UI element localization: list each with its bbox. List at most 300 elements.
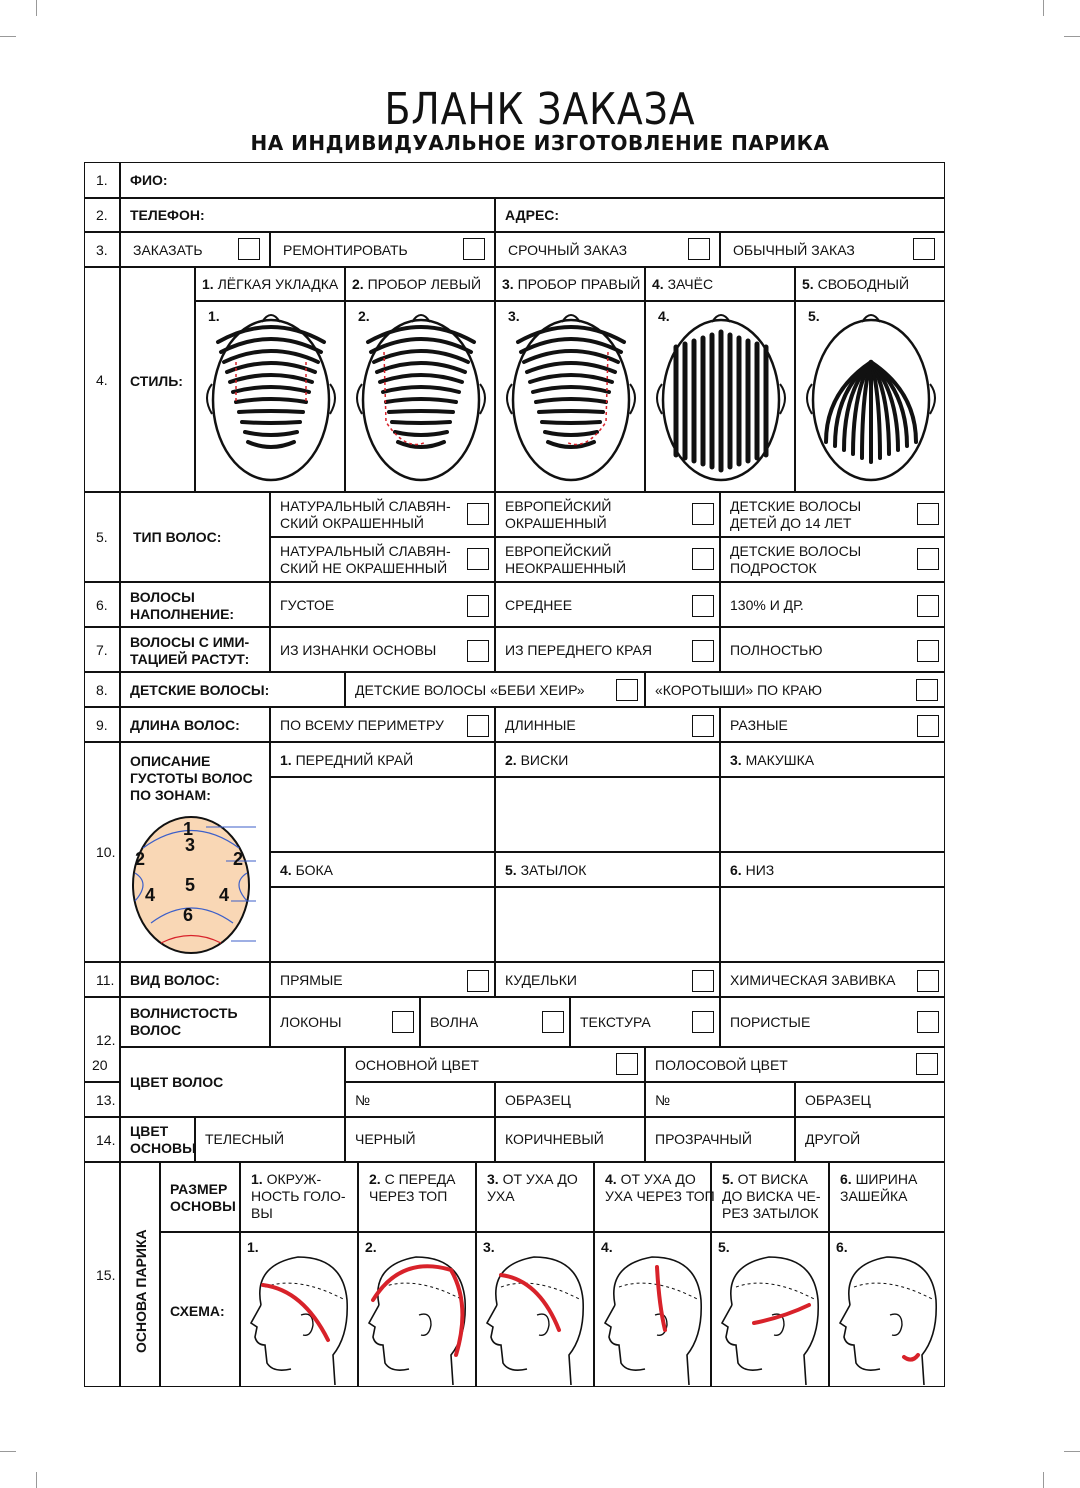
scheme-label-cell bbox=[160, 1232, 240, 1387]
hair-kind-label: ВИД ВОЛОС: bbox=[130, 971, 220, 988]
hair-kind-label-cell bbox=[120, 962, 270, 997]
measure-header-cell bbox=[358, 1162, 476, 1232]
length-checkbox[interactable] bbox=[467, 715, 489, 737]
row-number: 15. bbox=[96, 1266, 116, 1283]
scheme-image-cell bbox=[594, 1232, 711, 1387]
imitation-label-line: ТАЦИЕЙ РАСТУТ: bbox=[130, 650, 250, 667]
head-top-icon bbox=[346, 302, 496, 493]
hair-type-checkbox[interactable] bbox=[692, 548, 714, 570]
measure-header-cell bbox=[240, 1162, 358, 1232]
length-checkbox[interactable] bbox=[917, 715, 939, 737]
length-option bbox=[720, 707, 945, 742]
row-number: 14. bbox=[96, 1131, 116, 1148]
base-color-label-line: ОСНОВЫ bbox=[130, 1140, 196, 1156]
head-profile-icon bbox=[361, 1245, 473, 1385]
crop-mark bbox=[1064, 1451, 1080, 1452]
style-image-number: 1. bbox=[208, 308, 220, 324]
scheme-number: 4. bbox=[601, 1239, 613, 1255]
hair-type-option-label-line: ПОДРОСТОК bbox=[730, 560, 817, 576]
crop-mark bbox=[1043, 0, 1044, 16]
fullness-label-cell bbox=[120, 582, 270, 627]
fullness-option bbox=[720, 582, 945, 627]
imitation-checkbox[interactable] bbox=[917, 640, 939, 662]
baby-hair-option-label: ДЕТСКИЕ ВОЛОСЫ «БЕБИ ХЕИР» bbox=[355, 682, 585, 698]
zone-header-cell bbox=[270, 742, 495, 777]
item-number: 4. bbox=[280, 862, 292, 878]
measure-number: 1. bbox=[251, 1171, 267, 1187]
fio-field[interactable] bbox=[120, 162, 945, 198]
imitation-label-line: ВОЛОСЫ С ИМИ- bbox=[130, 633, 250, 650]
numbered-label bbox=[730, 862, 774, 879]
size-label-cell bbox=[160, 1162, 240, 1232]
hair-kind-option-label: ПРЯМЫЕ bbox=[280, 971, 343, 988]
length-checkbox[interactable] bbox=[692, 715, 714, 737]
density-label-line: ПО ЗОНАМ: bbox=[130, 787, 211, 803]
measure-number: 3. bbox=[487, 1171, 503, 1187]
row-number-cell bbox=[84, 962, 120, 997]
zone-header-cell bbox=[495, 852, 720, 887]
imitation-option-label: ИЗ ИЗНАНКИ ОСНОВЫ bbox=[280, 641, 437, 658]
hair-color-sample-label: ОБРАЗЕЦ bbox=[805, 1092, 871, 1108]
hair-type-checkbox[interactable] bbox=[692, 503, 714, 525]
measure-label-line: ДО ВИСКА ЧЕ- bbox=[722, 1188, 821, 1204]
hair-color-option bbox=[645, 1047, 945, 1082]
order-type-checkbox[interactable] bbox=[913, 238, 935, 260]
item-name: ПЕРЕДНИЙ КРАЙ bbox=[291, 752, 414, 768]
style-image-number: 3. bbox=[508, 308, 520, 324]
item-name: ВИСКИ bbox=[516, 752, 569, 768]
hair-type-option bbox=[720, 537, 945, 582]
wave-label-cell bbox=[120, 997, 270, 1047]
density-label-line: ОПИСАНИЕ bbox=[130, 753, 211, 769]
imitation-option bbox=[495, 627, 720, 672]
measure-label-line: ЗАШЕЙКА bbox=[840, 1188, 908, 1204]
fullness-checkbox[interactable] bbox=[917, 595, 939, 617]
zone-description-field[interactable] bbox=[495, 777, 720, 852]
measure-number: 2. bbox=[369, 1171, 385, 1187]
hair-type-option-label-line: НАТУРАЛЬНЫЙ СЛАВЯН- bbox=[280, 543, 451, 559]
hair-type-option-label-line: ДЕТЕЙ ДО 14 ЛЕТ bbox=[730, 515, 852, 531]
numbered-label bbox=[505, 752, 568, 769]
zone-number: 4 bbox=[145, 885, 156, 905]
row-number: 4. bbox=[96, 371, 108, 388]
length-option bbox=[495, 707, 720, 742]
measure-label-line: ВЫ bbox=[251, 1205, 273, 1221]
phone-field[interactable] bbox=[120, 198, 495, 232]
hair-kind-checkbox[interactable] bbox=[692, 970, 714, 992]
row-number-cell bbox=[84, 742, 120, 962]
item-name: БОКА bbox=[291, 862, 333, 878]
hair-type-option-label-line: ДЕТСКИЕ ВОЛОСЫ bbox=[730, 543, 862, 559]
wig-base-vertical-cell bbox=[120, 1162, 160, 1387]
hair-type-label-cell bbox=[120, 492, 270, 582]
hair-type-option bbox=[270, 492, 495, 537]
wave-label bbox=[130, 1005, 238, 1039]
imitation-option bbox=[270, 627, 495, 672]
numbered-label bbox=[352, 276, 481, 293]
order-type-checkbox[interactable] bbox=[238, 238, 260, 260]
style-image-cell bbox=[195, 301, 345, 492]
scheme-image-cell bbox=[829, 1232, 945, 1387]
item-number: 6. bbox=[730, 862, 742, 878]
fullness-option bbox=[495, 582, 720, 627]
style-header-cell bbox=[645, 267, 795, 301]
hair-kind-option bbox=[270, 962, 495, 997]
hair-color-sample-field[interactable] bbox=[795, 1082, 945, 1117]
page-subtitle: НА ИНДИВИДУАЛЬНОЕ ИЗГОТОВЛЕНИЕ ПАРИКА bbox=[250, 131, 830, 155]
hair-type-option-label-line: ЕВРОПЕЙСКИЙ bbox=[505, 498, 612, 514]
item-number: 2. bbox=[352, 276, 364, 292]
base-color-option[interactable] bbox=[345, 1117, 495, 1162]
imitation-checkbox[interactable] bbox=[692, 640, 714, 662]
hair-kind-option-label: КУДЕЛЬКИ bbox=[505, 971, 577, 988]
item-name: ПРОБОР ПРАВЫЙ bbox=[513, 276, 641, 292]
hair-type-checkbox[interactable] bbox=[917, 503, 939, 525]
item-name: МАКУШКА bbox=[741, 752, 815, 768]
imitation-label-cell bbox=[120, 627, 270, 672]
hair-color-sample-field[interactable] bbox=[495, 1082, 645, 1117]
address-label: АДРЕС: bbox=[505, 207, 560, 223]
item-name: ЗАТЫЛОК bbox=[516, 862, 587, 878]
baby-hair-label: ДЕТСКИЕ ВОЛОСЫ: bbox=[130, 682, 270, 698]
style-image-number: 2. bbox=[358, 308, 370, 324]
scheme-image-cell bbox=[476, 1232, 594, 1387]
fullness-checkbox[interactable] bbox=[467, 595, 489, 617]
base-color-option[interactable] bbox=[495, 1117, 645, 1162]
crop-mark bbox=[36, 1472, 37, 1488]
zone-description-field[interactable] bbox=[720, 777, 945, 852]
measure-header-cell bbox=[711, 1162, 829, 1232]
hair-type-option-label-line: НЕОКРАШЕННЫЙ bbox=[505, 560, 627, 576]
baby-hair-option bbox=[345, 672, 645, 707]
style-header-cell bbox=[795, 267, 945, 301]
imitation-option-label: ПОЛНОСТЬЮ bbox=[730, 641, 823, 658]
zone-number: 5 bbox=[185, 875, 196, 895]
hair-type-checkbox[interactable] bbox=[467, 503, 489, 525]
zone-header-cell bbox=[270, 852, 495, 887]
row-number: 3. bbox=[96, 241, 108, 258]
scheme-number: 6. bbox=[836, 1239, 848, 1255]
fullness-option-label: СРЕДНЕЕ bbox=[505, 596, 573, 613]
hair-color-checkbox[interactable] bbox=[916, 1053, 938, 1075]
item-number: 3. bbox=[502, 276, 514, 292]
order-type-checkbox[interactable] bbox=[688, 238, 710, 260]
row-number-cell bbox=[84, 162, 120, 198]
hair-color-label-cell bbox=[120, 1047, 345, 1117]
numbered-label bbox=[502, 276, 640, 293]
hair-type-option-label bbox=[280, 498, 451, 532]
baby-hair-option-label: «КОРОТЫШИ» ПО КРАЮ bbox=[655, 682, 822, 698]
item-number: 4. bbox=[652, 276, 664, 292]
measure-label-line: РЕЗ ЗАТЫЛОК bbox=[722, 1205, 819, 1221]
item-name: СВОБОДНЫЙ bbox=[813, 276, 910, 292]
hair-kind-option-label: ХИМИЧЕСКАЯ ЗАВИВКА bbox=[730, 971, 896, 988]
item-name: ЛЁГКАЯ УКЛАДКА bbox=[213, 276, 339, 292]
crop-mark bbox=[1043, 1472, 1044, 1488]
head-top-icon bbox=[196, 302, 346, 493]
order-type-option bbox=[270, 232, 495, 267]
base-color-label bbox=[130, 1123, 196, 1157]
order-type-checkbox[interactable] bbox=[463, 238, 485, 260]
base-color-option-label: ПРОЗРАЧНЫЙ bbox=[655, 1131, 752, 1147]
measure-label bbox=[840, 1171, 917, 1205]
base-color-option-label: ДРУГОЙ bbox=[805, 1131, 861, 1147]
order-type-label: РЕМОНТИРОВАТЬ bbox=[283, 242, 408, 258]
zone-header-cell bbox=[495, 742, 720, 777]
fullness-label bbox=[130, 589, 234, 623]
address-field[interactable] bbox=[495, 198, 945, 232]
hair-color-sample-field[interactable] bbox=[645, 1082, 795, 1117]
numbered-label bbox=[652, 276, 713, 293]
length-option-label: ДЛИННЫЕ bbox=[505, 716, 576, 733]
scheme-image-cell bbox=[358, 1232, 476, 1387]
hair-type-option-label bbox=[280, 543, 451, 577]
wave-checkbox[interactable] bbox=[542, 1011, 564, 1033]
scheme-number: 2. bbox=[365, 1239, 377, 1255]
measure-label-line: 3. ОТ УХА ДО bbox=[487, 1171, 578, 1187]
crop-mark bbox=[0, 1451, 16, 1452]
measure-number: 6. bbox=[840, 1171, 856, 1187]
numbered-label bbox=[802, 276, 909, 293]
wave-checkbox[interactable] bbox=[692, 1011, 714, 1033]
hair-type-option bbox=[495, 492, 720, 537]
fullness-option bbox=[270, 582, 495, 627]
baby-hair-option bbox=[645, 672, 945, 707]
zone-number: 4 bbox=[219, 885, 230, 905]
hair-type-option-label bbox=[505, 498, 611, 532]
item-number: 3. bbox=[730, 752, 742, 768]
style-image-cell bbox=[645, 301, 795, 492]
wave-checkbox[interactable] bbox=[392, 1011, 414, 1033]
zone-number: 2 bbox=[135, 849, 146, 869]
wave-option-label: ЛОКОНЫ bbox=[280, 1014, 342, 1030]
row-number: 12. bbox=[96, 1031, 116, 1048]
hair-type-option-label bbox=[505, 543, 626, 577]
wave-option-label: ПОРИСТЫЕ bbox=[730, 1014, 811, 1030]
hair-type-option bbox=[495, 537, 720, 582]
hair-color-option bbox=[345, 1047, 645, 1082]
head-profile-icon bbox=[597, 1245, 709, 1385]
row-number: 11. bbox=[96, 971, 115, 988]
base-color-option-label: ТЕЛЕСНЫЙ bbox=[205, 1131, 285, 1147]
head-profile-icon bbox=[714, 1245, 826, 1385]
hair-color-sample-label: ОБРАЗЕЦ bbox=[505, 1092, 571, 1108]
row-number-cell bbox=[84, 707, 120, 742]
hair-color-sample-field[interactable] bbox=[345, 1082, 495, 1117]
head-top-icon bbox=[646, 302, 796, 493]
zone-description-field[interactable] bbox=[720, 887, 945, 962]
item-name: ПРОБОР ЛЕВЫЙ bbox=[363, 276, 482, 292]
hair-type-checkbox[interactable] bbox=[467, 548, 489, 570]
numbered-label bbox=[280, 752, 413, 769]
zone-diagram bbox=[121, 813, 271, 963]
wave-option-label: ТЕКСТУРА bbox=[580, 1014, 651, 1030]
density-label-line: ГУСТОТЫ ВОЛОС bbox=[130, 770, 253, 786]
numbered-label bbox=[730, 752, 814, 769]
zone-number: 1 bbox=[183, 819, 194, 839]
style-image-number: 4. bbox=[658, 308, 670, 324]
density-label bbox=[130, 753, 253, 804]
measure-label-line: 4. ОТ УХА ДО bbox=[605, 1171, 696, 1187]
crop-mark bbox=[36, 0, 37, 16]
row-number-cell bbox=[84, 1082, 120, 1117]
baby-hair-checkbox[interactable] bbox=[616, 679, 638, 701]
wave-option bbox=[420, 997, 570, 1047]
hair-kind-option bbox=[495, 962, 720, 997]
base-color-label-line: ЦВЕТ bbox=[130, 1123, 169, 1139]
scheme-number: 5. bbox=[718, 1239, 730, 1255]
style-header-cell bbox=[345, 267, 495, 301]
style-image-number: 5. bbox=[808, 308, 820, 324]
hair-color-checkbox[interactable] bbox=[616, 1053, 638, 1075]
row-number: 5. bbox=[96, 529, 108, 545]
hair-type-option bbox=[270, 537, 495, 582]
wig-base-label: ОСНОВА ПАРИКА bbox=[133, 1229, 149, 1353]
scheme-image-cell bbox=[240, 1232, 358, 1387]
row-number: 1. bbox=[96, 172, 108, 188]
hair-color-option-label: ПОЛОСОВОЙ ЦВЕТ bbox=[655, 1057, 788, 1073]
wave-option-label: ВОЛНА bbox=[430, 1014, 479, 1030]
hair-kind-checkbox[interactable] bbox=[467, 970, 489, 992]
phone-label: ТЕЛЕФОН: bbox=[130, 207, 205, 223]
measure-header-cell bbox=[476, 1162, 594, 1232]
row-number-cell bbox=[84, 1117, 120, 1162]
hair-type-option-label bbox=[730, 543, 861, 577]
zone-number: 3 bbox=[185, 835, 196, 855]
item-number: 5. bbox=[802, 276, 814, 292]
zone-description-field[interactable] bbox=[270, 777, 495, 852]
fio-label: ФИО: bbox=[130, 172, 168, 188]
size-label-line: РАЗМЕР bbox=[170, 1181, 228, 1197]
imitation-option bbox=[720, 627, 945, 672]
measure-label-line: НОСТЬ ГОЛО- bbox=[251, 1188, 346, 1204]
wave-option bbox=[720, 997, 945, 1047]
density-label-cell bbox=[120, 742, 270, 962]
head-top-icon bbox=[496, 302, 646, 493]
measure-label bbox=[369, 1171, 455, 1205]
order-type-option bbox=[720, 232, 945, 267]
hair-type-option-label bbox=[730, 498, 861, 532]
base-color-option[interactable] bbox=[645, 1117, 795, 1162]
hair-kind-checkbox[interactable] bbox=[917, 970, 939, 992]
measure-label bbox=[722, 1171, 821, 1222]
style-image-cell bbox=[795, 301, 945, 492]
measure-label bbox=[487, 1171, 578, 1205]
crop-mark bbox=[0, 36, 16, 37]
row-number-cell bbox=[84, 492, 120, 582]
numbered-label bbox=[280, 862, 333, 879]
measure-label-line: 2. С ПЕРЕДА bbox=[369, 1171, 456, 1187]
row-number-cell bbox=[84, 672, 120, 707]
style-label-cell bbox=[120, 267, 195, 492]
measure-label-line: 5. ОТ ВИСКА bbox=[722, 1171, 808, 1187]
fullness-option-label: ГУСТОЕ bbox=[280, 596, 335, 613]
head-top-icon bbox=[796, 302, 946, 493]
page-number: 20 bbox=[92, 1057, 108, 1073]
order-type-label: ЗАКАЗАТЬ bbox=[133, 242, 203, 258]
row-number-cell bbox=[84, 267, 120, 492]
fullness-label-line: ВОЛОСЫ bbox=[130, 588, 195, 605]
style-header-cell bbox=[195, 267, 345, 301]
row-number-cell bbox=[84, 1162, 120, 1387]
style-label: СТИЛЬ: bbox=[130, 373, 183, 389]
scheme-label: СХЕМА: bbox=[170, 1303, 225, 1319]
hair-type-option-label-line: СКИЙ НЕ ОКРАШЕННЫЙ bbox=[280, 560, 448, 576]
item-number: 1. bbox=[280, 752, 292, 768]
order-type-option bbox=[120, 232, 270, 267]
size-label bbox=[170, 1181, 236, 1215]
imitation-option-label: ИЗ ПЕРЕДНЕГО КРАЯ bbox=[505, 641, 652, 658]
order-type-label: ОБЫЧНЫЙ ЗАКАЗ bbox=[733, 242, 855, 258]
zone-number: 2 bbox=[233, 849, 244, 869]
item-number: 5. bbox=[505, 862, 517, 878]
measure-label bbox=[251, 1171, 346, 1222]
zone-header-cell bbox=[720, 742, 945, 777]
measure-label-line: ЧЕРЕЗ ТОП bbox=[369, 1188, 448, 1204]
hair-type-checkbox[interactable] bbox=[917, 548, 939, 570]
row-number: 10. bbox=[96, 844, 116, 860]
hair-type-option-label-line: СКИЙ ОКРАШЕННЫЙ bbox=[280, 515, 424, 531]
hair-color-sample-label: № bbox=[355, 1092, 371, 1108]
page-title: БЛАНК ЗАКАЗА bbox=[384, 84, 696, 135]
wave-option bbox=[270, 997, 420, 1047]
row-number: 7. bbox=[96, 641, 108, 658]
item-name: ЗАЧЁС bbox=[663, 276, 714, 292]
row-number: 6. bbox=[96, 596, 108, 613]
length-label-cell bbox=[120, 707, 270, 742]
hair-kind-option bbox=[720, 962, 945, 997]
base-color-option[interactable] bbox=[795, 1117, 945, 1162]
numbered-label bbox=[202, 276, 338, 293]
fullness-checkbox[interactable] bbox=[692, 595, 714, 617]
item-number: 2. bbox=[505, 752, 517, 768]
scheme-image-cell bbox=[711, 1232, 829, 1387]
head-profile-icon bbox=[832, 1245, 944, 1385]
crop-mark bbox=[1064, 36, 1080, 37]
baby-hair-label-cell bbox=[120, 672, 345, 707]
item-name: НИЗ bbox=[741, 862, 775, 878]
item-number: 1. bbox=[202, 276, 214, 292]
measure-header-cell bbox=[594, 1162, 715, 1232]
length-label: ДЛИНА ВОЛОС: bbox=[130, 716, 240, 733]
hair-type-option bbox=[720, 492, 945, 537]
numbered-label bbox=[505, 862, 586, 879]
base-color-option-label: КОРИЧНЕВЫЙ bbox=[505, 1131, 604, 1147]
wave-label-line: ВОЛОС bbox=[130, 1022, 182, 1038]
order-type-option bbox=[495, 232, 720, 267]
wave-label-line: ВОЛНИСТОСТЬ bbox=[130, 1005, 238, 1021]
imitation-checkbox[interactable] bbox=[467, 640, 489, 662]
hair-type-option-label-line: ОКРАШЕННЫЙ bbox=[505, 515, 607, 531]
style-header-cell bbox=[495, 267, 645, 301]
style-image-cell bbox=[495, 301, 645, 492]
zone-number: 6 bbox=[183, 905, 194, 925]
zone-description-field[interactable] bbox=[270, 887, 495, 962]
row-number-cell bbox=[84, 232, 120, 267]
wave-checkbox[interactable] bbox=[917, 1011, 939, 1033]
measure-number: 4. bbox=[605, 1171, 621, 1187]
base-color-option[interactable] bbox=[195, 1117, 345, 1162]
baby-hair-checkbox[interactable] bbox=[916, 679, 938, 701]
fullness-option-label: 130% И ДР. bbox=[730, 596, 804, 613]
hair-color-label: ЦВЕТ ВОЛОС bbox=[130, 1074, 224, 1090]
imitation-label bbox=[130, 634, 249, 668]
measure-label-line: 6. ШИРИНА bbox=[840, 1171, 918, 1187]
measure-header-cell bbox=[829, 1162, 945, 1232]
zone-description-field[interactable] bbox=[495, 887, 720, 962]
row-number: 8. bbox=[96, 681, 108, 698]
scheme-number: 3. bbox=[483, 1239, 495, 1255]
